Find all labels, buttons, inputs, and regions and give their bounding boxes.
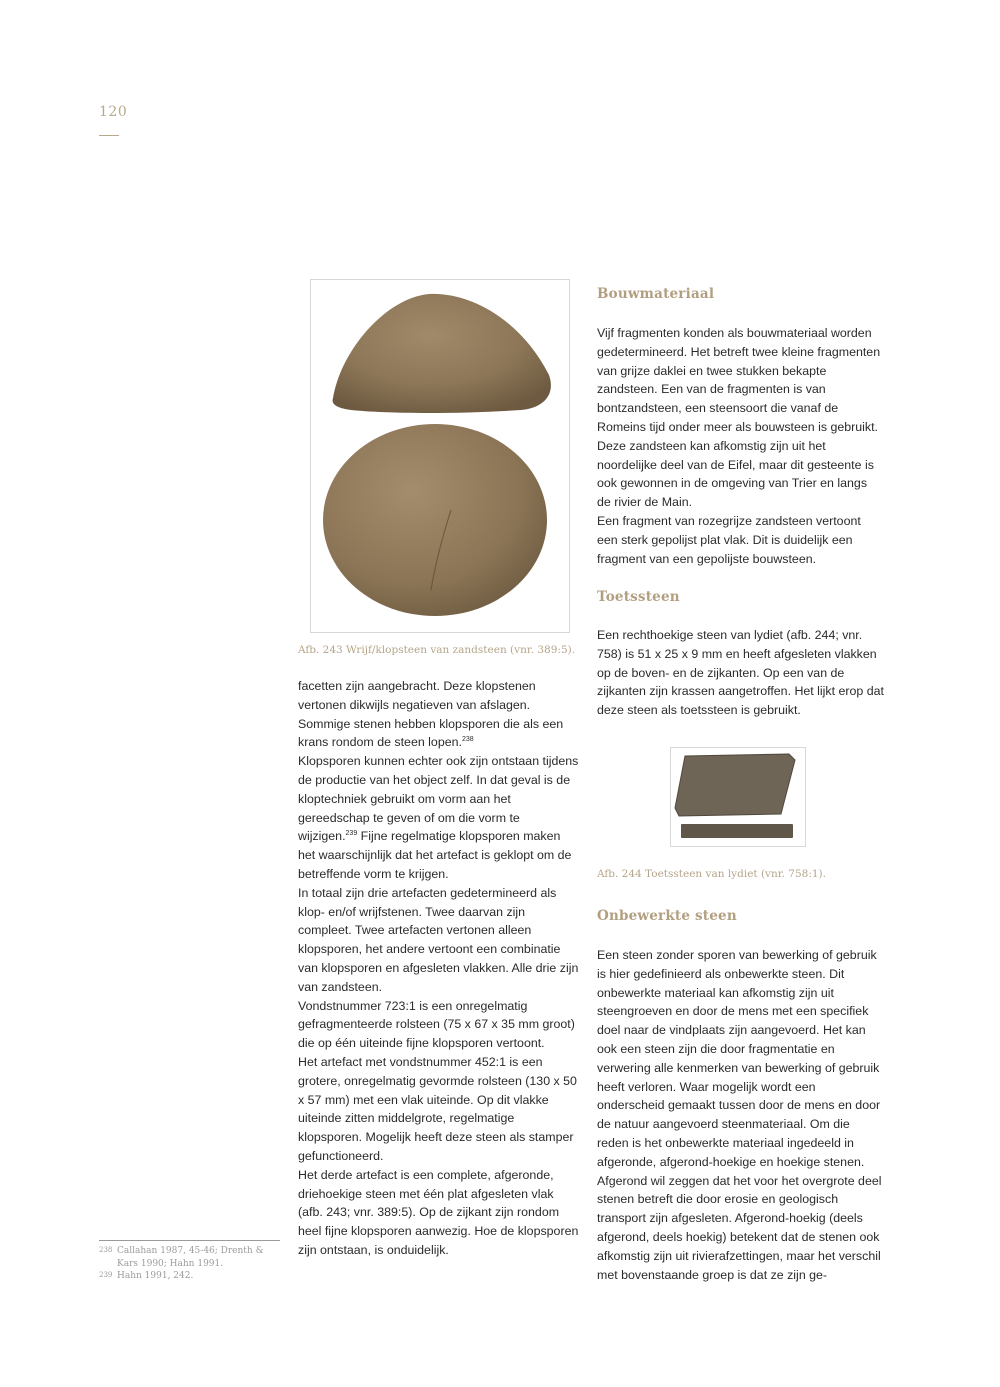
mid-paragraph-5: Het artefact met vondstnummer 452:1 is een grotere, onregelmatig gevormde rolsteen (130 x 50 x 57 mm) met een vlak uiteinde. Op dit vlakke uiteinde zitten middelgrote, regelmatige klopsporen. Mogelijk heeft deze steen als stamper gefunctioneerd. bbox=[298, 1054, 577, 1163]
footnote-ref-239: 239 bbox=[345, 830, 358, 838]
footnote-text: Hahn 1991, 242. bbox=[117, 1271, 194, 1281]
bouwmateriaal-paragraph-2: Een fragment van rozegrijze zandsteen vertoont een sterk gepolijst plat vlak. Dit is duidelijk een fragment van een gepolijste bouwsteen. bbox=[597, 513, 861, 566]
touchstone-photo bbox=[671, 748, 805, 846]
mid-paragraph-2: Klopsporen kunnen echter ook zijn ontstaan tijdens de productie van het object zelf. In dat geval is de kloptechniek gebruikt om vorm aan het gereedschap te geven of om die vorm te wijzigen.$^{239}$ Fijne regelmatige klopsporen maken het waarschijnlijk dat het artefact is geklopt om de betreffende vorm te krijgen. bbox=[298, 754, 579, 881]
section-onbewerkte-steen-text bbox=[597, 946, 884, 1284]
footnote-text: Callahan 1987, 45-46; Drenth & Kars 1990; Hahn 1991. bbox=[117, 1246, 264, 1269]
mid-paragraph-4: Vondstnummer 723:1 is een onregelmatig gefragmenteerde rolsteen (75 x 67 x 35 mm groot) die op één uiteinde fijne klopsporen vertoont. bbox=[298, 998, 575, 1051]
page-number-rule bbox=[99, 135, 119, 136]
rubbing-stone-photo bbox=[311, 280, 569, 632]
stone-top-view bbox=[333, 294, 551, 413]
footnote-ref-238: 238 bbox=[461, 736, 474, 744]
footnote-number: 238 bbox=[99, 1246, 113, 1254]
figure-243-caption: Afb. 243 Wrijf/klopsteen van zandsteen (vnr. 389:5). bbox=[298, 644, 576, 656]
page-number: 120 bbox=[99, 104, 128, 120]
stone-face-view bbox=[323, 424, 547, 616]
mid-paragraph-3: In totaal zijn drie artefacten gedetermineerd als klop- en/of wrijfstenen. Twee daarvan zijn compleet. Twee artefacten vertonen alleen klopsporen, het andere vertoont een combinatie van klopsporen en afgesleten vlakken. Alle drie zijn van zandsteen. bbox=[298, 885, 579, 994]
footnote-239 bbox=[99, 1270, 284, 1283]
footnote-rule bbox=[99, 1240, 280, 1241]
heading-onbewerkte-steen: Onbewerkte steen bbox=[597, 908, 737, 924]
touchstone-top-view bbox=[675, 754, 795, 816]
figure-244-image bbox=[670, 747, 806, 847]
toetssteen-paragraph-1: Een rechthoekige steen van lydiet (afb. 244; vnr. 758) is 51 x 25 x 9 mm en heeft afgesleten vlakken op de boven- en de zijkanten. Op een van de zijkanten zijn krassen aangetroffen. Het lijkt erop dat deze steen als toetssteen is gebruikt. bbox=[597, 628, 884, 718]
mid-paragraph-1: facetten zijn aangebracht. Deze klopstenen vertonen dikwijls negatieven van afslagen. Sommige stenen hebben klopsporen die als een krans rondom de steen lopen.$^{238}$ bbox=[298, 679, 564, 750]
footnote-number: 239 bbox=[99, 1271, 113, 1279]
footnote-238 bbox=[99, 1245, 284, 1270]
section-bouwmateriaal-text bbox=[597, 324, 884, 568]
footnotes bbox=[99, 1245, 284, 1283]
section-toetssteen-text bbox=[597, 626, 884, 720]
mid-paragraph-6: Het derde artefact is een complete, afgeronde, driehoekige steen met één plat afgesleten vlak (afb. 243; vnr. 389:5). Op de zijkant zijn rondom heel fijne klopsporen aanwezig. Hoe de klopsporen zijn ontstaan, is onduidelijk. bbox=[298, 1167, 579, 1257]
middle-column bbox=[298, 677, 581, 1260]
heading-bouwmateriaal: Bouwmateriaal bbox=[597, 286, 715, 302]
heading-toetssteen: Toetssteen bbox=[597, 589, 680, 605]
onbewerkte-paragraph-1: Een steen zonder sporen van bewerking of gebruik is hier gedefinieerd als onbewerkte steen. Dit onbewerkte materiaal kan afkomstig zijn uit steengroeven en door de mens met een specifiek doel naar de vindplaats zijn aangevoerd. Het kan ook een steen zijn die door fragmentatie en verwering alle kenmerken van bewerking of gebruik heeft verloren. Waar mogelijk wordt een onderscheid gemaakt tussen door de mens en door de natuur aangevoerd steenmateriaal. Om die reden is het onbewerkte materiaal ingedeeld in afgeronde, afgerond-hoekige en hoekige stenen. Afgerond wil zeggen dat het voor het overgrote deel stenen betreft die door erosie en geologisch transport zijn afgesleten. Afgerond-hoekig (deels afgerond, deels hoekig) betekent dat de stenen ook afkomstig zijn uit rivierafzettingen, maar het verschil met bovenstaande groep is dat ze zijn ge- bbox=[597, 948, 882, 1282]
figure-243-image bbox=[310, 279, 570, 633]
figure-244-caption: Afb. 244 Toetssteen van lydiet (vnr. 758:1). bbox=[597, 868, 826, 880]
bouwmateriaal-paragraph-1: Vijf fragmenten konden als bouwmateriaal worden gedetermineerd. Het betreft twee kleine fragmenten van grijze daklei en twee stukken bekapte zandsteen. Een van de fragmenten is van bontzandsteen, een steensoort die vanaf de Romeins tijd onder meer als bouwsteen is gebruikt. Deze zandsteen kan afkomstig zijn uit het noordelijke deel van de Eifel, maar dit gesteente is ook gewonnen in de omgeving van Trier en langs de rivier de Main. bbox=[597, 326, 881, 510]
touchstone-side-view bbox=[681, 824, 793, 838]
